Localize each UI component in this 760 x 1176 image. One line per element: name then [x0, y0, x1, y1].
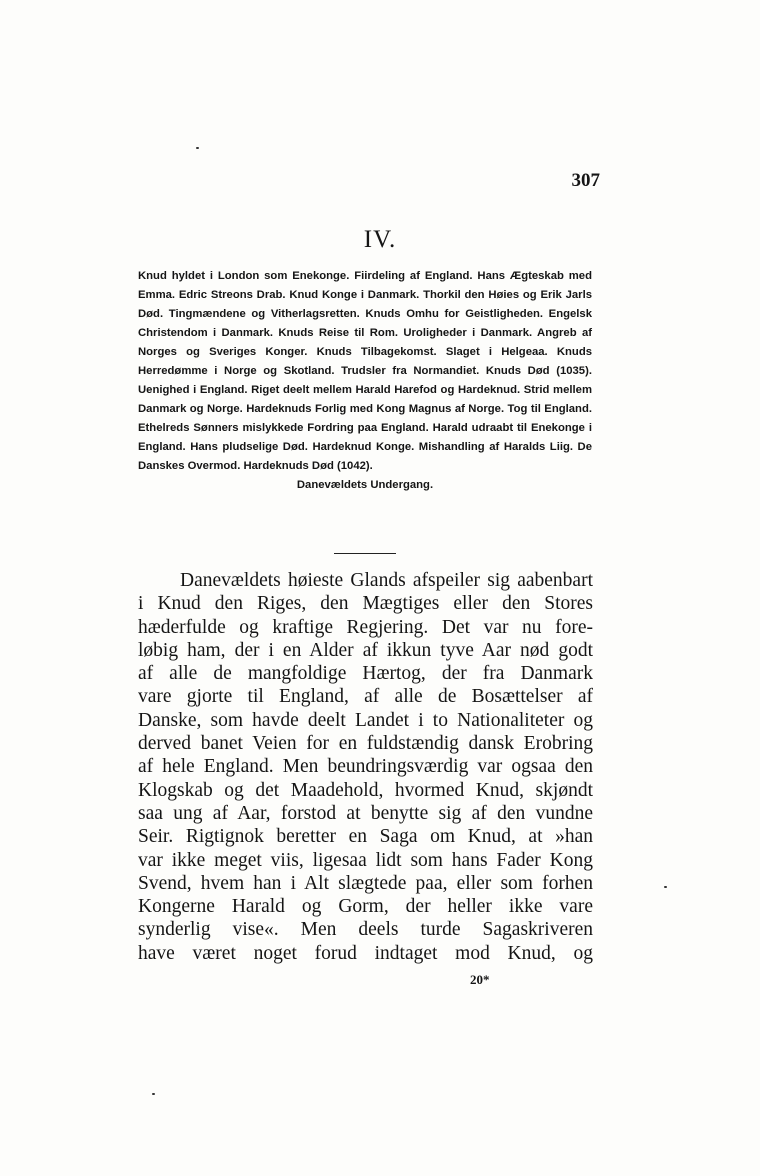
- body-text: [138, 569, 593, 965]
- body-line: saa ung af Aar, forstod at benytte sig af den vundne: [138, 802, 593, 824]
- body-line: Danske, som havde deelt Landet i to Nationaliteter og: [138, 709, 593, 731]
- body-line: Seir. Rigtignok beretter en Saga om Knud, at »han: [138, 826, 593, 848]
- body-line: var ikke meget viis, ligesaa lidt som hans Fader Kong: [138, 849, 593, 871]
- signature-mark: 20*: [470, 972, 490, 987]
- body-line: Danevældets høieste Glands afspeiler sig aabenbart: [180, 570, 593, 591]
- body-line: have været noget forud indtaget mod Knud, og: [138, 942, 593, 964]
- body-line: af alle de mangfoldige Hærtog, der fra Danmark: [138, 663, 593, 685]
- body-line: af hele England. Men beundringsværdig var ogsaa den: [138, 756, 593, 778]
- ink-speck: [196, 147, 199, 149]
- chapter-heading: IV.: [363, 226, 397, 253]
- body-line: hæderfulde og kraftige Regjering. Det var nu fore-: [138, 616, 593, 638]
- body-line: løbig ham, der i en Alder af ikkun tyve Aar nød godt: [138, 639, 593, 661]
- summary-last-line: Danevældets Undergang.: [296, 479, 434, 491]
- body-line: i Knud den Riges, den Mægtiges eller den Stores: [138, 593, 593, 615]
- body-line: Svend, hvem han i Alt slægtede paa, eller som forhen: [138, 872, 593, 894]
- body-line: synderlig vise«. Men deels turde Sagaskriveren: [138, 919, 593, 941]
- body-line: derved banet Veien for en fuldstændig dansk Erobring: [138, 733, 593, 755]
- chapter-summary: [138, 267, 592, 495]
- ink-speck: [152, 1093, 155, 1095]
- body-line: vare gjorte til England, af alle de Bosættelser af: [138, 686, 593, 708]
- body-line: Kongerne Harald og Gorm, der heller ikke vare: [138, 896, 593, 918]
- summary-text: Knud hyldet i London som Enekonge. Fiirdeling af England. Hans Ægteskab med Emma. Edric Streons Drab. Knud Konge i Danmark. Thorkil den Høies og Erik Jarls Død. Tingmændene og Vitherlagsretten. Knuds Omhu for Geistligheden. Engelsk Christendom i Danmark. Knuds Reise til Rom. Uroligheder i Danmark. Angreb af Norges og Sveriges Konger. Knuds Tilbagekomst. Slaget i Helgeaa. Knuds Herredømme i Norge og Skotland. Trudsler fra Normandiet. Knuds Død (1035). Uenighed i England. Riget deelt mellem Harald Harefod og Hardeknud. Strid mellem Danmark og Norge. Hardeknuds Forlig med Kong Magnus af Norge. Tog til England. Ethelreds Sønners mislykkede Fordring paa England. Harald udraabt til Enekonge i England. Hans pludselige Død. Hardeknud Konge. Mishandling af Haralds Liig. De Danskes Overmod. Hardeknuds Død (1042).: [138, 270, 592, 472]
- body-line: Klogskab og det Maadehold, hvormed Knud, skjøndt: [138, 779, 593, 801]
- divider: [334, 553, 396, 554]
- page-number: 307: [571, 170, 600, 191]
- ink-speck: [664, 886, 667, 888]
